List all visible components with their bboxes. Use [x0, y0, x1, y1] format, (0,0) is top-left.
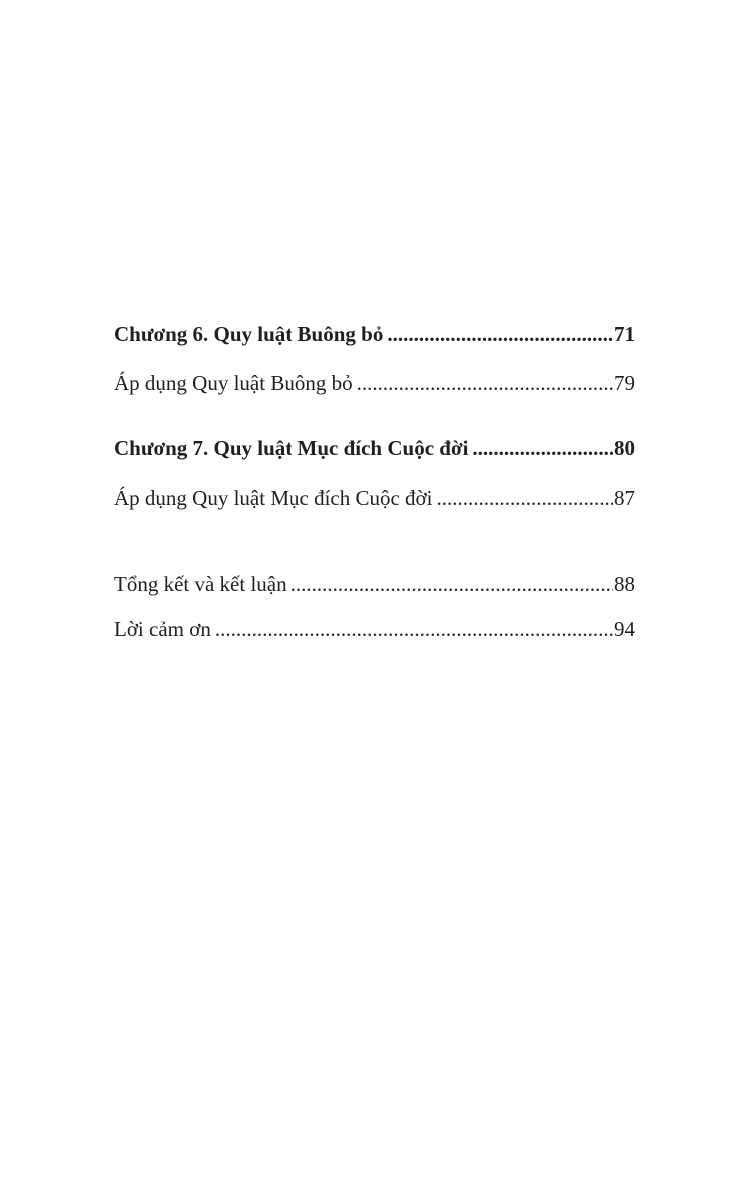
dot-leader — [215, 616, 613, 642]
toc-entry-title: Chương 6. Quy luật Buông bỏ — [114, 322, 384, 346]
toc-entry-page: 80 — [614, 436, 635, 460]
toc-entry-page: 79 — [614, 371, 635, 395]
toc-entry-title: Áp dụng Quy luật Mục đích Cuộc đời — [114, 486, 433, 510]
toc-entry-page: 87 — [614, 486, 635, 510]
toc-entry-apply-life-purpose[interactable] — [114, 485, 635, 511]
toc-entry-apply-letting-go[interactable] — [114, 370, 635, 396]
toc-entry-chapter-6[interactable] — [114, 321, 635, 347]
dot-leader — [472, 435, 613, 461]
dot-leader — [291, 571, 613, 597]
toc-entry-title: Áp dụng Quy luật Buông bỏ — [114, 371, 353, 395]
toc-entry-chapter-7[interactable] — [114, 435, 635, 461]
toc-entry-title: Tổng kết và kết luận — [114, 572, 287, 596]
toc-entry-acknowledgements[interactable] — [114, 616, 635, 642]
toc-entry-summary-conclusion[interactable] — [114, 571, 635, 597]
toc-entry-page: 94 — [614, 617, 635, 641]
dot-leader — [437, 485, 614, 511]
toc-entry-title: Lời cảm ơn — [114, 617, 211, 641]
toc-entry-title: Chương 7. Quy luật Mục đích Cuộc đời — [114, 436, 469, 460]
dot-leader — [357, 370, 613, 396]
toc-entry-page: 71 — [614, 322, 635, 346]
toc-entry-page: 88 — [614, 572, 635, 596]
dot-leader — [387, 321, 613, 347]
table-of-contents — [114, 0, 635, 1185]
